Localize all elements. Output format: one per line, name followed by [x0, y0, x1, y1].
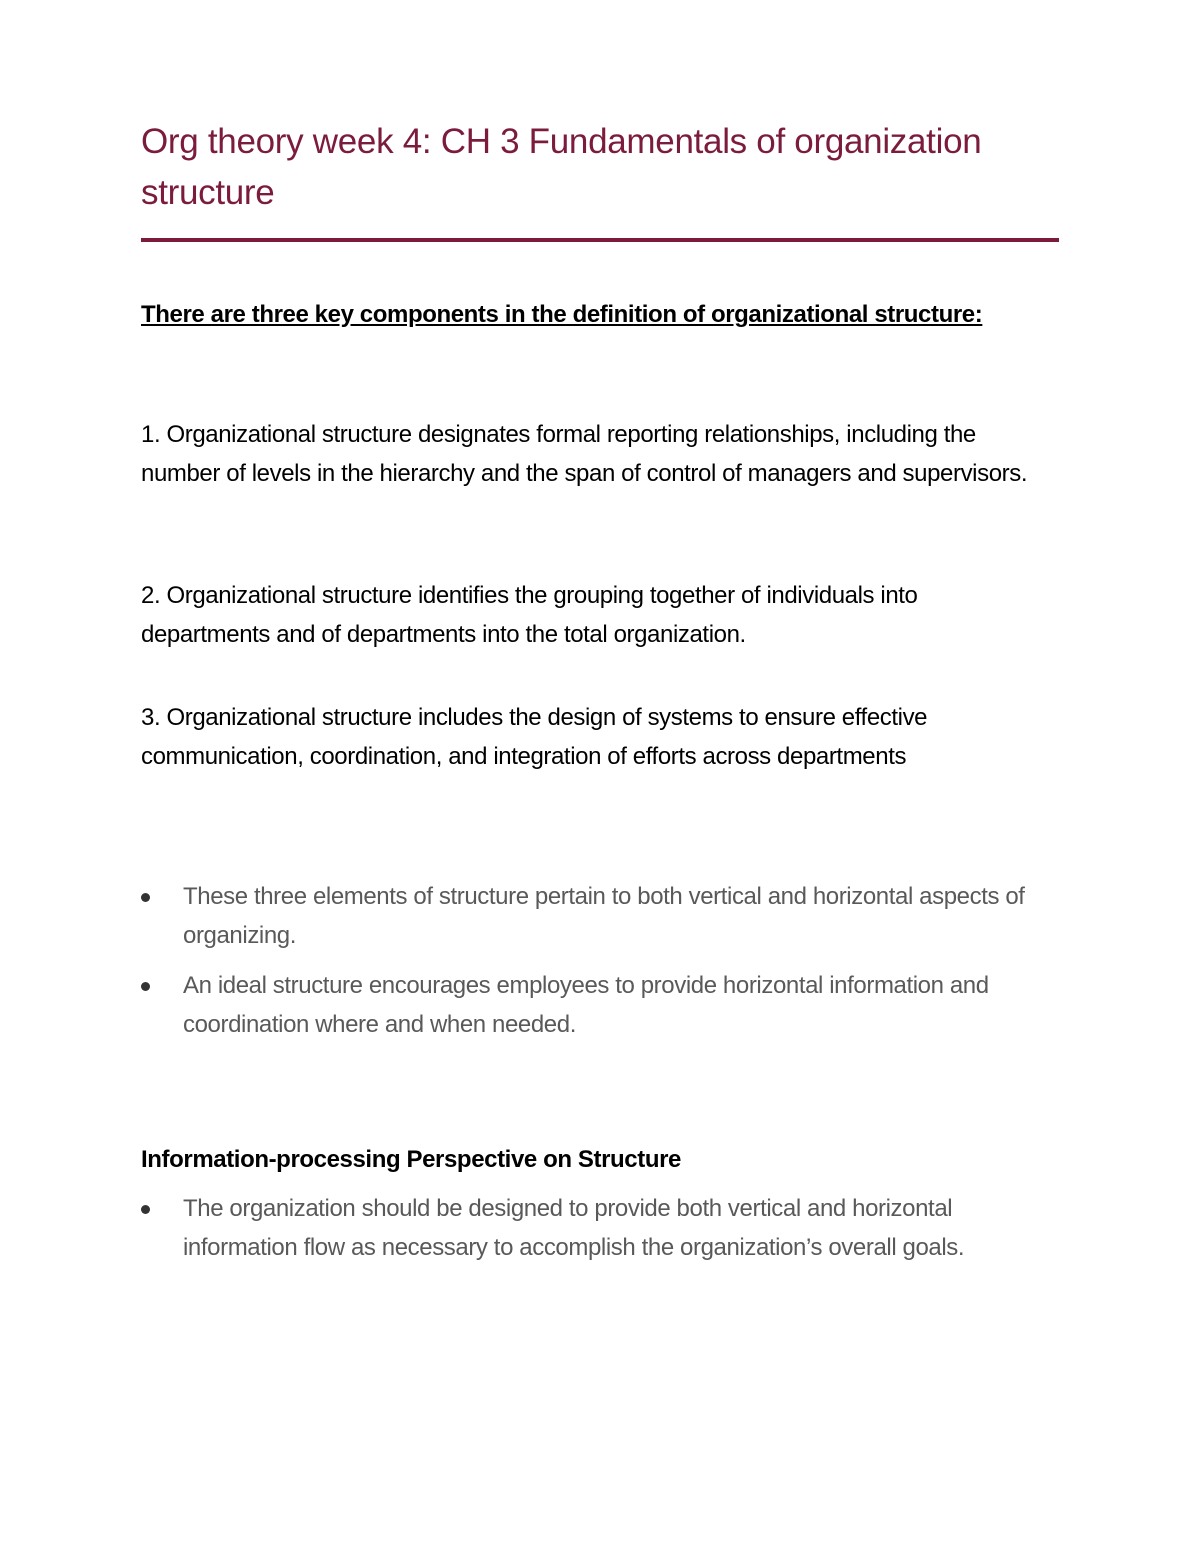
- numbered-item-1: 1. Organizational structure designates formal reporting relationships, including the number of levels in the hierarchy and the span of control of managers and supervisors.: [141, 421, 1028, 487]
- section-heading: Information-processing Perspective on Structure: [141, 1146, 681, 1173]
- bullet-item: [141, 966, 1059, 1044]
- bullet-text: An ideal structure encourages employees to provide horizontal information and coordination where and when needed.: [183, 972, 989, 1038]
- bullet-list-elements: [141, 877, 1059, 1055]
- bullet-dot-icon: [141, 982, 150, 991]
- numbered-item-2: 2. Organizational structure identifies the grouping together of individuals into departments and of departments into the total organization.: [141, 582, 918, 648]
- bullet-text: The organization should be designed to provide both vertical and horizontal information flow as necessary to accomplish the organization’s overall goals.: [183, 1195, 965, 1261]
- bullet-dot-icon: [141, 1205, 150, 1214]
- bullet-dot-icon: [141, 893, 150, 902]
- bullet-text: These three elements of structure pertain to both vertical and horizontal aspects of organizing.: [183, 883, 1025, 949]
- numbered-item-3: 3. Organizational structure includes the design of systems to ensure effective communication, coordination, and integration of efforts across departments: [141, 704, 928, 770]
- bullet-list-information: [141, 1189, 1059, 1278]
- bullet-item: [141, 1189, 1059, 1267]
- intro-heading: There are three key components in the definition of organizational structure:: [141, 301, 983, 328]
- bullet-item: [141, 877, 1059, 955]
- title-divider: [141, 238, 1059, 242]
- document-title: Org theory week 4: CH 3 Fundamentals of organization structure: [141, 122, 982, 212]
